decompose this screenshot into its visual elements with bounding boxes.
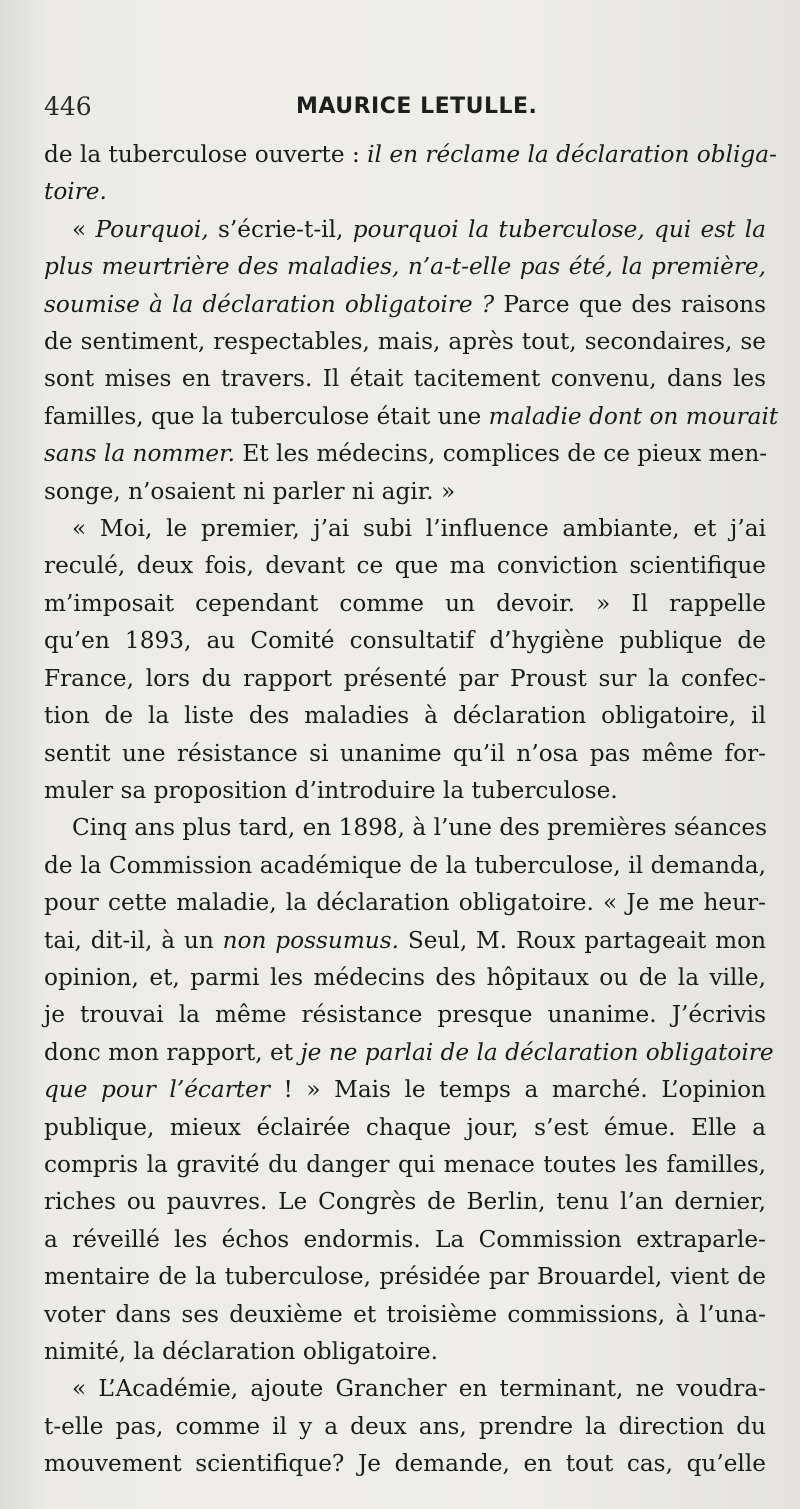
italic-text: maladie dont on mourait <box>488 402 779 430</box>
text-line <box>44 772 766 809</box>
text-segment: France, lors du rapport présenté par Proust sur la confec- <box>44 664 766 692</box>
text-segment: donc mon rapport, et <box>44 1038 301 1066</box>
italic-text: il en réclame la déclaration obliga- <box>367 141 777 168</box>
page-header <box>44 92 756 126</box>
text-segment: m’imposait cependant comme un devoir. » Il rappelle <box>44 589 766 617</box>
text-segment: Parce que des raisons <box>494 290 766 318</box>
text-line <box>44 1034 774 1071</box>
text-line <box>44 211 766 248</box>
italic-text: soumise à la déclaration obligatoire ? <box>44 290 495 318</box>
text-line <box>44 996 766 1033</box>
text-segment: opinion, et, parmi les médecins des hôpitaux ou de la ville, <box>44 963 766 991</box>
text-line <box>44 136 777 173</box>
text-line <box>44 473 766 510</box>
text-line <box>44 1258 766 1295</box>
text-segment: s’écrie-t-il, <box>208 215 353 243</box>
text-segment: sont mises en travers. Il était tacitement convenu, dans les <box>44 365 766 393</box>
text-line <box>44 585 766 622</box>
text-segment: de la tuberculose ouverte : <box>44 141 368 168</box>
text-segment: riches ou pauvres. Le Congrès de Berlin, tenu l’an dernier, <box>44 1188 766 1216</box>
italic-text: sans la nommer. <box>44 440 236 468</box>
text-line <box>44 735 766 772</box>
italic-text: toire. <box>44 178 107 206</box>
italic-text: Pourquoi, <box>95 215 209 243</box>
text-segment: de la Commission académique de la tuberculose, il demanda, <box>44 851 766 879</box>
text-line <box>44 1296 766 1333</box>
text-line <box>44 510 766 547</box>
text-segment: voter dans ses deuxième et troisième commissions, à l’una- <box>44 1300 766 1328</box>
text-line <box>44 1109 766 1146</box>
text-line <box>44 286 766 323</box>
text-line <box>44 1221 766 1258</box>
text-segment: « <box>72 215 96 243</box>
text-segment: Seul, M. Roux partageait mon <box>399 926 766 954</box>
text-segment: muler sa proposition d’introduire la tuberculose. <box>44 776 618 804</box>
text-segment: reculé, deux fois, devant ce que ma conviction scientifique <box>44 552 766 580</box>
text-line <box>44 398 779 435</box>
text-line <box>44 1408 766 1445</box>
italic-text: je ne parlai de la déclaration obligatoire <box>300 1038 774 1066</box>
text-line <box>44 435 766 472</box>
italic-text: pourquoi la tuberculose, qui est la <box>352 215 766 243</box>
text-segment: mentaire de la tuberculose, présidée par Brouardel, vient de <box>44 1263 766 1291</box>
text-segment: t-elle pas, comme il y a deux ans, prendre la direction du <box>44 1412 766 1440</box>
text-segment: nimité, la déclaration obligatoire. <box>44 1338 439 1365</box>
text-segment: Cinq ans plus tard, en 1898, à l’une des premières séances <box>72 814 768 842</box>
text-line <box>44 959 766 996</box>
text-segment: a réveillé les échos endormis. La Commission extraparle- <box>44 1225 766 1253</box>
text-segment: de sentiment, respectables, mais, après tout, secondaires, se <box>44 328 766 356</box>
text-segment: « Moi, le premier, j’ai subi l’influence ambiante, et j’ai <box>72 515 766 543</box>
text-segment: qu’en 1893, au Comité consultatif d’hygiène publique de <box>44 627 766 655</box>
italic-text: plus meurtrière des maladies, n’a-t-elle pas été, la première, <box>44 253 766 281</box>
text-line <box>44 884 766 921</box>
text-line <box>44 323 766 360</box>
text-segment: « L’Académie, ajoute Grancher en terminant, ne voudra- <box>72 1375 766 1403</box>
text-line <box>44 1146 766 1183</box>
text-segment: publique, mieux éclairée chaque jour, s’est émue. Elle a <box>44 1113 766 1141</box>
text-line <box>44 922 766 959</box>
page-number: 446 <box>44 92 92 121</box>
text-segment: tai, dit-il, à un <box>44 926 223 954</box>
text-segment: songe, n’osaient ni parler ni agir. » <box>44 477 456 505</box>
text-line <box>44 660 766 697</box>
text-segment: ! » Mais le temps a marché. L’opinion <box>269 1076 766 1104</box>
text-line <box>44 173 766 210</box>
text-line <box>44 847 766 884</box>
italic-text: que pour l’écarter <box>44 1076 270 1104</box>
text-segment: tion de la liste des maladies à déclaration obligatoire, il <box>44 702 766 730</box>
italic-text: non possumus. <box>222 926 400 954</box>
running-title: MAURICE LETULLE. <box>296 94 538 119</box>
text-line <box>44 360 766 397</box>
text-segment: je trouvai la même résistance presque unanime. J’écrivis <box>44 1001 766 1029</box>
text-line <box>44 547 766 584</box>
text-segment: Et les médecins, complices de ce pieux men- <box>235 440 768 468</box>
text-line <box>44 1370 766 1407</box>
body-text <box>44 136 779 1483</box>
text-segment: pour cette maladie, la déclaration obligatoire. « Je me heur- <box>44 889 766 917</box>
text-line <box>44 697 766 734</box>
text-line <box>44 1445 766 1482</box>
text-segment: compris la gravité du danger qui menace toutes les familles, <box>44 1150 766 1178</box>
text-line <box>44 1333 766 1370</box>
text-line <box>44 1183 766 1220</box>
text-segment: sentit une résistance si unanime qu’il n’osa pas même for- <box>44 739 766 767</box>
text-line <box>44 809 766 846</box>
text-segment: mouvement scientifique? Je demande, en tout cas, qu’elle <box>44 1450 766 1478</box>
text-line <box>44 622 766 659</box>
text-line <box>44 248 766 285</box>
text-line <box>44 1071 766 1108</box>
text-segment: familles, que la tuberculose était une <box>44 402 489 430</box>
